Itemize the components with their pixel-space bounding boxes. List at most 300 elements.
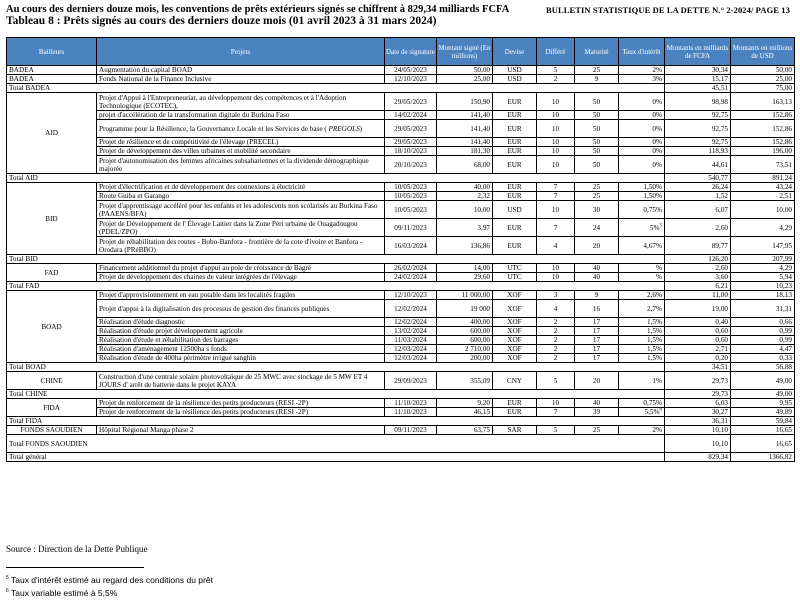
rate-cell-value: 1,50% [643,192,662,200]
project-cell [97,399,385,408]
amount-cell-value: 50,00 [473,66,490,74]
amount-cell-value: 600,00 [470,336,490,344]
currency-cell-value: UTC [507,264,522,272]
currency-cell-value: USD [507,75,522,83]
rate-cell-value: 1% [652,376,662,385]
grace-cell-value: 2 [553,345,558,353]
date-cell-value: 10/05/2023 [394,205,427,214]
table-row [7,300,795,318]
usd-cell [731,192,795,201]
currency-cell [493,201,537,219]
total-row [7,390,795,399]
fcfa-cell-value: 15,17 [711,75,728,83]
maturity-cell [575,183,619,192]
total-fcfa: 126,20 [665,255,731,264]
grace-cell-value: 10 [551,273,560,281]
rate-cell [619,273,665,282]
rate-cell-value: 2,6% [647,291,662,299]
rate-cell [619,66,665,75]
total-label: Total FONDS SAOUDIEN [7,435,665,453]
currency-cell-value: XOF [507,354,522,362]
currency-cell-value: EUR [507,160,522,169]
date-cell-value: 12/03/2024 [394,354,427,362]
currency-cell-value: EUR [507,399,522,407]
rate-cell-value: 1,5% [647,354,662,362]
rate-cell [619,318,665,327]
usd-cell [731,408,795,417]
currency-cell [493,75,537,84]
currency-cell [493,291,537,300]
date-cell [385,219,437,237]
project-cell [97,75,385,84]
currency-cell-value: XOF [507,336,522,344]
total-usd: 207,99 [731,255,795,264]
rate-cell-value: 5,5% [644,408,660,416]
fcfa-cell-value: 44,61 [711,160,728,169]
maturity-cell-value: 25 [592,183,601,191]
usd-cell-value: 43,24 [775,183,792,191]
grace-cell [537,291,575,300]
table-row [7,336,795,345]
date-cell-value: 12/10/2023 [394,75,427,83]
total-usd: 49,00 [731,390,795,399]
date-cell [385,66,437,75]
grace-cell-value: 2 [553,318,558,326]
project-name: Hôpital Régional Manga phase 2 [99,426,194,434]
project-cell [97,147,385,156]
usd-cell [731,426,795,435]
usd-cell [731,75,795,84]
currency-cell-value: EUR [507,124,522,133]
fcfa-cell [665,264,731,273]
maturity-cell [575,201,619,219]
fcfa-cell-value: 30,34 [711,66,728,74]
grace-cell-value: 10 [551,138,560,146]
amount-cell [437,111,493,120]
fcfa-cell-value: 6,03 [715,399,728,407]
fcfa-cell-value: 92,75 [711,124,728,133]
date-cell-value: 29/05/2023 [394,97,427,106]
rate-cell [619,336,665,345]
currency-cell [493,426,537,435]
maturity-cell-value: 50 [592,97,601,106]
maturity-cell-value: 24 [592,223,601,232]
project-name: Réalisation d'étude diagnostic [99,318,185,326]
grace-cell [537,264,575,273]
project-cell [97,336,385,345]
maturity-cell [575,237,619,255]
grace-cell [537,399,575,408]
rate-cell [619,345,665,354]
currency-cell-value: EUR [507,408,522,416]
fcfa-cell [665,111,731,120]
maturity-cell-value: 50 [592,160,601,169]
grace-cell-value: 2 [553,75,558,83]
fcfa-cell [665,336,731,345]
grace-cell [537,111,575,120]
project-cell [97,183,385,192]
rate-cell [619,426,665,435]
grand-total-fcfa: 829,34 [665,453,731,462]
table-row [7,354,795,363]
rate-cell-value: 0% [652,111,662,119]
column-header: Maturité [575,38,619,66]
currency-cell [493,345,537,354]
usd-cell [731,66,795,75]
maturity-cell-value: 50 [592,147,601,155]
total-fcfa: 10,10 [665,435,731,453]
grace-cell [537,327,575,336]
date-cell [385,192,437,201]
maturity-cell [575,192,619,201]
maturity-cell [575,219,619,237]
project-name: Projet de développement des villes urbaines et mobilité secondaire [99,147,291,155]
total-fcfa: 6,21 [665,282,731,291]
rate-cell-value: 1,5% [647,336,662,344]
fcfa-cell-value: 29,73 [711,376,728,385]
usd-cell-value: 5,94 [779,273,792,281]
grace-cell [537,192,575,201]
currency-cell [493,318,537,327]
amount-cell-value: 40,00 [473,183,490,191]
table-row [7,291,795,300]
date-cell [385,336,437,345]
project-cell [97,138,385,147]
rate-cell [619,75,665,84]
maturity-cell [575,354,619,363]
project-cell [97,93,385,111]
grace-cell-value: 2 [553,336,558,344]
project-name: Construction d'une centrale solaire photovoltaïque de 25 MWC avec stockage de 5 MW ET 4 JOURS d' arrêt de batterie dans le projet KAYA [99,372,368,389]
usd-cell-value: 18,13 [775,291,792,299]
fcfa-cell-value: 92,75 [711,111,728,119]
fcfa-cell [665,93,731,111]
grace-cell [537,318,575,327]
date-cell [385,120,437,138]
project-cell [97,354,385,363]
currency-cell-value: XOF [507,345,522,353]
grace-cell [537,120,575,138]
usd-cell [731,138,795,147]
column-header: Montant signé (En millions) [437,38,493,66]
usd-cell [731,201,795,219]
lender-cell: AID [7,93,97,174]
rate-cell-value: 0% [652,124,662,133]
date-cell [385,147,437,156]
date-cell-value: 13/02/2024 [394,327,427,335]
grace-cell-value: 3 [553,291,558,299]
usd-cell-value: 49,00 [775,376,792,385]
project-name: Projet de renforcement de la résilience des petits producteurs (RESI -2P) [99,408,309,416]
amount-cell-value: 141,40 [470,111,490,119]
maturity-cell-value: 9 [594,291,599,299]
project-cell [97,264,385,273]
table-body [7,66,795,462]
maturity-cell [575,93,619,111]
grace-cell [537,147,575,156]
usd-cell [731,156,795,174]
fcfa-cell [665,201,731,219]
rate-cell-value: 0% [652,138,662,146]
currency-cell-value: SAR [507,426,522,434]
fcfa-cell-value: 0,60 [715,327,728,335]
usd-cell [731,219,795,237]
usd-cell [731,345,795,354]
total-row [7,435,795,453]
grand-total-usd: 1366,82 [731,453,795,462]
amount-cell-value: 29,60 [473,273,490,281]
rate-cell-value: 0,75% [643,205,662,214]
grace-cell [537,75,575,84]
rate-cell-value: 5% [649,223,660,232]
grace-cell [537,66,575,75]
fcfa-cell-value: 89,77 [711,241,728,250]
usd-cell [731,399,795,408]
project-cell [97,345,385,354]
fcfa-cell-value: 6,07 [715,205,728,214]
usd-cell-value: 50,00 [775,66,792,74]
table-row [7,273,795,282]
rate-cell [619,408,665,417]
project-cell [97,300,385,318]
footnote-5: $^5$ Taux d'intérêt estimé au regard des conditions du prêt [6,575,213,585]
fcfa-cell [665,300,731,318]
amount-cell-value: 14,00 [473,264,490,272]
report-title: Au cours des derniers douze mois, les conventions de prêts extérieurs signés se chiffrent à 829,34 milliards FCFA [6,4,510,15]
currency-cell [493,300,537,318]
lender-cell: BADEA [7,75,97,84]
fcfa-cell-value: 2,60 [715,264,728,272]
total-label: Total BID [7,255,665,264]
usd-cell [731,336,795,345]
grace-cell-value: 7 [553,408,558,416]
usd-cell-value: 152,86 [772,124,792,133]
total-label: Total FAD [7,282,665,291]
table-row [7,408,795,417]
currency-cell-value: UTC [507,273,522,281]
grace-cell [537,354,575,363]
rate-cell [619,93,665,111]
table-row [7,327,795,336]
maturity-cell-value: 40 [592,273,601,281]
table-row [7,345,795,354]
grand-total-label: Total général [7,453,665,462]
lender-cell: FONDS SAOUDIEN [7,426,97,435]
rate-cell-value: 0,75% [643,399,662,407]
total-fcfa: 34,51 [665,363,731,372]
usd-cell [731,300,795,318]
rate-cell [619,372,665,390]
amount-cell [437,75,493,84]
rate-cell-value: 4,67% [643,241,662,250]
maturity-cell-value: 16 [592,304,601,313]
maturity-cell-value: 20 [592,241,601,250]
maturity-cell-value: 39 [592,408,601,416]
date-cell [385,237,437,255]
date-cell [385,291,437,300]
amount-cell-value: 19 000 [470,304,490,313]
fcfa-cell-value: 26,24 [711,183,728,191]
currency-cell-value: EUR [507,97,522,106]
date-cell-value: 09/11/2023 [394,223,427,232]
date-cell [385,183,437,192]
date-cell [385,138,437,147]
date-cell [385,327,437,336]
usd-cell-value: 10,00 [775,205,792,214]
usd-cell [731,237,795,255]
maturity-cell [575,264,619,273]
grace-cell-value: 10 [551,205,560,214]
currency-cell [493,192,537,201]
grace-cell [537,408,575,417]
date-cell-value: 24/02/2024 [394,273,427,281]
grand-total-row [7,453,795,462]
amount-cell [437,120,493,138]
fcfa-cell [665,237,731,255]
footnote-divider [6,567,144,568]
maturity-cell-value: 9 [594,75,599,83]
grace-cell-value: 5 [553,376,558,385]
currency-cell [493,138,537,147]
date-cell [385,156,437,174]
total-label: Total CHINE [7,390,665,399]
maturity-cell [575,318,619,327]
loans-table [6,37,795,462]
total-usd: 16,65 [731,435,795,453]
date-cell-value: 20/10/2023 [394,160,427,169]
lender-cell: BID [7,183,97,255]
project-name: Projet d'appui à la digitalisation des processus de gestion des finances publiques [99,304,330,313]
table-subtitle: Tableau 8 : Prêts signés au cours des derniers douze mois (01 avril 2023 à 31 mars 2024) [6,15,437,27]
amount-cell [437,291,493,300]
date-cell [385,318,437,327]
maturity-cell-value: 25 [592,66,601,74]
project-name: Augmentation du capital BOAD [99,66,193,74]
table-header-row [7,38,795,66]
currency-cell-value: XOF [507,318,522,326]
usd-cell [731,93,795,111]
date-cell [385,93,437,111]
date-cell [385,201,437,219]
fcfa-cell-value: 19,00 [711,304,728,313]
total-fcfa: 29,73 [665,390,731,399]
project-cell [97,372,385,390]
fcfa-cell [665,345,731,354]
maturity-cell [575,156,619,174]
project-cell [97,120,385,138]
date-cell [385,426,437,435]
fcfa-cell [665,372,731,390]
rate-cell [619,264,665,273]
table-row [7,201,795,219]
maturity-cell-value: 50 [592,138,601,146]
grace-cell-value: 10 [551,111,560,119]
usd-cell-value: 0,99 [779,327,792,335]
rate-cell-value: 0% [652,147,662,155]
maturity-cell [575,120,619,138]
project-cell [97,327,385,336]
maturity-cell [575,300,619,318]
maturity-cell [575,399,619,408]
table-row [7,75,795,84]
project-cell [97,201,385,219]
table-row [7,318,795,327]
total-usd: 56,88 [731,363,795,372]
usd-cell-value: 4,47 [779,345,792,353]
date-cell [385,408,437,417]
total-label: Total FIDA [7,417,665,426]
grace-cell-value: 2 [553,327,558,335]
fcfa-cell [665,354,731,363]
currency-cell-value: EUR [507,241,522,250]
date-cell [385,345,437,354]
grace-cell-value: 10 [551,160,560,169]
fcfa-cell [665,219,731,237]
date-cell [385,75,437,84]
fcfa-cell-value: 11,00 [712,291,728,299]
total-usd: 10,23 [731,282,795,291]
total-row [7,255,795,264]
fcfa-cell [665,426,731,435]
currency-cell-value: EUR [507,183,522,191]
currency-cell-value: EUR [507,138,522,146]
fcfa-cell-value: 0,60 [715,336,728,344]
total-row [7,363,795,372]
rate-cell-value: 3% [652,75,662,83]
fcfa-cell-value: 118,93 [708,147,728,155]
usd-cell [731,120,795,138]
usd-cell-value: 4,29 [779,264,792,272]
project-name: projet d'accélération de la transformation digitale du Burkina Faso [99,111,290,119]
maturity-cell [575,75,619,84]
date-cell [385,354,437,363]
amount-cell [437,147,493,156]
grace-cell [537,237,575,255]
fcfa-cell [665,291,731,300]
source-note: Source : Direction de la Dette Publique [6,544,148,554]
maturity-cell [575,336,619,345]
fcfa-cell [665,408,731,417]
amount-cell [437,426,493,435]
column-header: Taux d'intérêt [619,38,665,66]
grace-cell [537,183,575,192]
usd-cell [731,183,795,192]
rate-cell [619,354,665,363]
project-name: Projet de développement des chaines de valeur intégrées de l'élevage [99,273,297,281]
usd-cell-value: 163,13 [772,97,792,106]
maturity-cell-value: 17 [592,327,601,335]
rate-cell [619,201,665,219]
usd-cell [731,291,795,300]
amount-cell-value: 10,00 [473,205,490,214]
date-cell [385,399,437,408]
usd-cell-value: 0,99 [779,336,792,344]
project-name: Réalisation d'étude et réhabilitation des barrages [99,336,239,344]
usd-cell-value: 152,86 [772,111,792,119]
project-cell [97,318,385,327]
date-cell-value: 09/11/2023 [394,426,427,434]
date-cell-value: 24/05/2023 [394,66,427,74]
amount-cell [437,201,493,219]
total-fcfa: 45,51 [665,84,731,93]
date-cell [385,372,437,390]
grace-cell-value: 7 [553,223,558,232]
amount-cell [437,93,493,111]
table-row [7,138,795,147]
amount-cell-value: 150,90 [470,97,490,106]
rate-cell-value: % [656,264,662,272]
maturity-cell-value: 20 [592,376,601,385]
